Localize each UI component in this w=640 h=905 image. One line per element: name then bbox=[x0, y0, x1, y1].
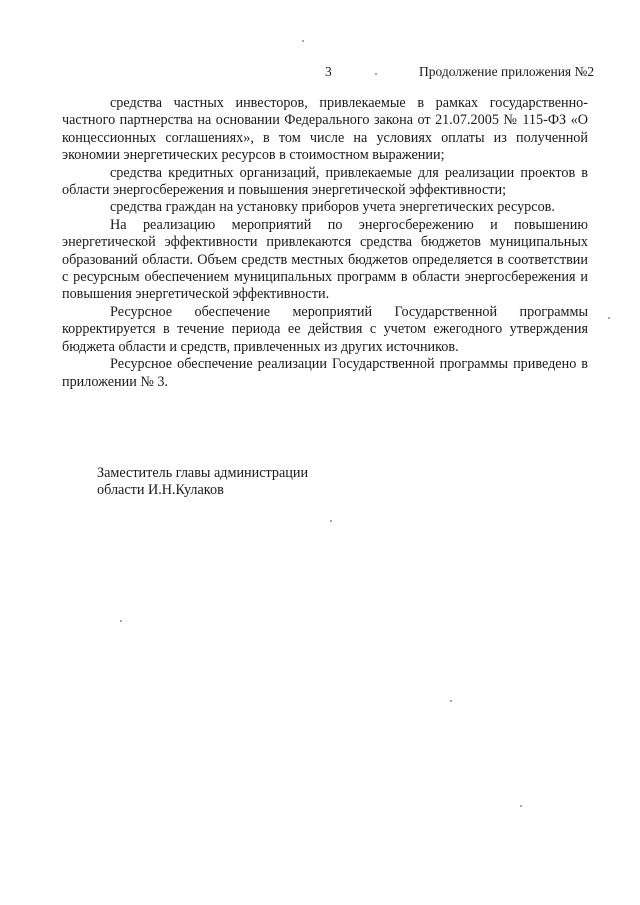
paragraph-appendix-reference: Ресурсное обеспечение реализации Государственной программы приведено в приложении № 3. bbox=[62, 356, 588, 390]
signatory-name: области И.Н.Кулаков bbox=[97, 482, 224, 499]
paragraph-resource-adjustment: Ресурсное обеспечение мероприятий Государственной программы корректируется в течение периода ее действия с учетом ежегодного утверждения бюджета области и средств, привлеченных из других источников. bbox=[62, 303, 588, 355]
continuation-note: Продолжение приложения №2 bbox=[419, 64, 595, 79]
scan-speck bbox=[302, 40, 304, 42]
scan-speck bbox=[608, 317, 610, 319]
paragraph-credit-organizations: средства кредитных организаций, привлекаемые для реализации проектов в области энергосбережения и повышения энергетической эффективности; bbox=[62, 164, 588, 199]
body-text bbox=[62, 95, 588, 391]
paragraph-municipal-budgets: На реализацию мероприятий по энергосбережению и повышению энергетической эффективности привлекаются средства бюджетов муниципальных образований области. Объем средств местных бюджетов определяется в соответствии с ресурсным обеспечением муниципальных программ в области энергосбережения и повышения энергетической эффективности. bbox=[62, 216, 588, 303]
page-number: 3 bbox=[325, 64, 332, 79]
scan-speck bbox=[450, 700, 452, 702]
signatory-title: Заместитель главы администрации bbox=[97, 465, 309, 481]
signature-block bbox=[97, 465, 308, 500]
scan-speck bbox=[120, 620, 122, 622]
scan-speck bbox=[375, 73, 377, 75]
scan-speck bbox=[330, 520, 332, 522]
paragraph-private-investors: средства частных инвесторов, привлекаемые в рамках государственно-частного партнерства на основании Федерального закона от 21.07.2005 № 115-ФЗ «О концессионных соглашениях», в том числе на условиях оплаты из полученной экономии энергетических ресурсов в стоимостном выражении; bbox=[62, 95, 588, 164]
scan-speck bbox=[520, 805, 522, 807]
paragraph-citizens-funds: средства граждан на установку приборов учета энергетических ресурсов. bbox=[110, 199, 555, 216]
